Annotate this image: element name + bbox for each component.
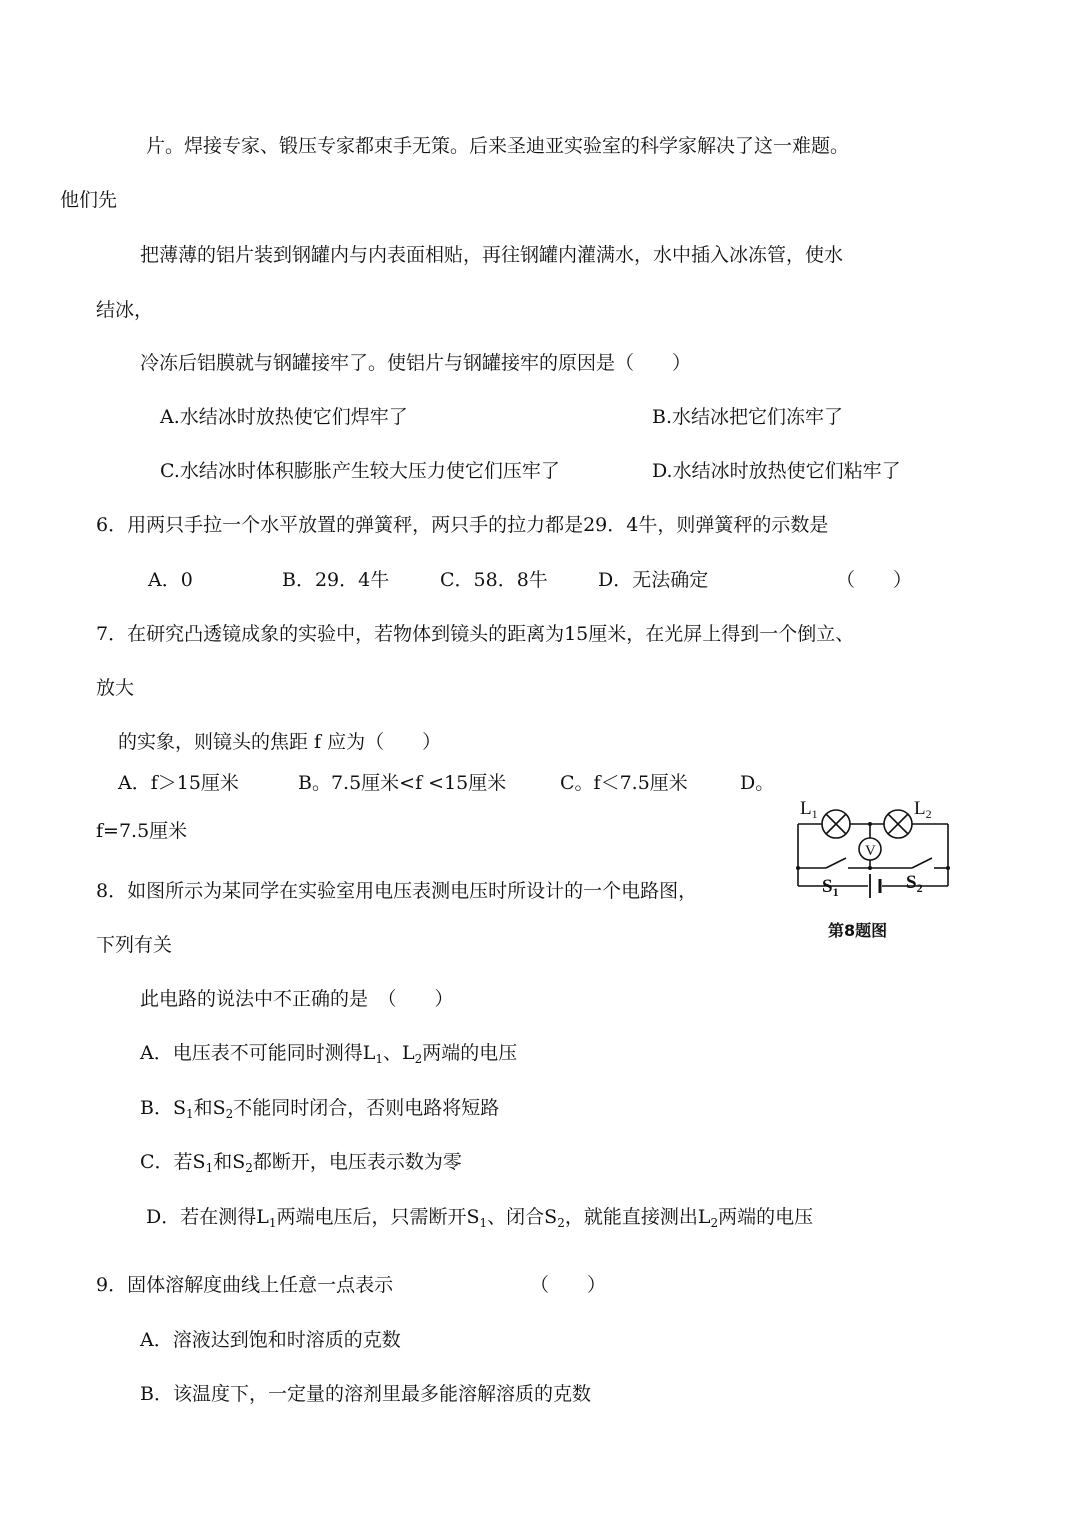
- q7-option-a: A．f＞15厘米: [118, 772, 239, 794]
- q5-text-line-2: 他们先: [60, 189, 118, 211]
- q5-text-line-4: 结冰，: [96, 299, 154, 321]
- voltmeter-label: V: [865, 843, 876, 859]
- q9-answer-paren: （ ）: [530, 1274, 607, 1296]
- q8-option-c: C．若$S_1$和$S_2$都断开，电压表示数为零: [140, 1151, 462, 1175]
- circuit-diagram: [792, 796, 956, 944]
- q5-option-b: B.水结冰把它们冻牢了: [652, 406, 844, 428]
- q6-option-d: D．无法确定: [598, 569, 709, 591]
- q8-text-line-2: 下列有关: [96, 934, 173, 956]
- figure-caption: 第8题图: [828, 921, 888, 940]
- q7-text-line-2: 放大: [96, 677, 135, 699]
- q5-text-line-1: 片。焊接专家、锻压专家都束手无策。后来圣迪亚实验室的科学家解决了这一难题。: [146, 135, 850, 157]
- q5-option-a: A.水结冰时放热使它们焊牢了: [160, 406, 408, 428]
- q9-option-a: A．溶液达到饱和时溶质的克数: [140, 1329, 401, 1351]
- q5-option-d: D.水结冰时放热使它们粘牢了: [652, 460, 901, 482]
- lamp-l2-label: $L_2$: [914, 798, 932, 821]
- q5-text-line-3: 把薄薄的铝片装到钢罐内与内表面相贴，再往钢罐内灌满水，水中插入冰冻管，使水: [140, 244, 844, 266]
- q7-text-line-3: 的实象，则镜头的焦距 f 应为（ ）: [118, 731, 442, 753]
- lamp-l1-label: $L_1$: [800, 798, 818, 821]
- q6-option-b: B．29．4牛: [282, 569, 390, 591]
- q9-stem: 9．固体溶解度曲线上任意一点表示: [96, 1274, 394, 1296]
- q7-option-b: B。7.5厘米<f <15厘米: [298, 772, 507, 794]
- q8-option-b: B．$S_1$和$S_2$不能同时闭合，否则电路将短路: [140, 1097, 500, 1121]
- switch-s2-blade: [912, 858, 932, 868]
- q5-option-c: C.水结冰时体积膨胀产生较大压力使它们压牢了: [160, 460, 560, 482]
- q9-option-b: B．该温度下，一定量的溶剂里最多能溶解溶质的克数: [140, 1383, 591, 1405]
- switch-s1-label: $S_1$: [822, 876, 839, 899]
- q7-text-line-1: 7．在研究凸透镜成象的实验中，若物体到镜头的距离为15厘米，在光屏上得到一个倒立、: [96, 623, 855, 645]
- q8-text-line-1: 8．如图所示为某同学在实验室用电压表测电压时所设计的一个电路图，: [96, 880, 698, 902]
- q5-text-line-5: 冷冻后铝膜就与钢罐接牢了。使铝片与钢罐接牢的原因是（ ）: [140, 352, 692, 374]
- q6-stem: 6．用两只手拉一个水平放置的弹簧秤，两只手的拉力都是29．4牛，则弹簧秤的示数是: [96, 514, 829, 536]
- switch-s2-label: $S_2$: [906, 872, 923, 895]
- switch-s1-blade: [826, 858, 846, 868]
- q8-option-d: D．若在测得$L_1$两端电压后，只需断开$S_1$、闭合$S_2$，就能直接测出$L_2$两端的电压: [146, 1206, 814, 1230]
- q6-answer-paren: （ ）: [836, 569, 913, 591]
- q7-option-c: C。f＜7.5厘米: [560, 772, 688, 794]
- q6-option-a: A．0: [148, 569, 193, 591]
- q8-text-line-3: 此电路的说法中不正确的是 （ ）: [140, 988, 454, 1010]
- q8-option-a: A．电压表不可能同时测得$L_1$、$L_2$两端的电压: [140, 1042, 518, 1066]
- q6-option-c: C．58．8牛: [440, 569, 548, 591]
- q7-option-d-value: f=7.5厘米: [96, 820, 188, 842]
- q7-option-d: D。: [740, 772, 775, 794]
